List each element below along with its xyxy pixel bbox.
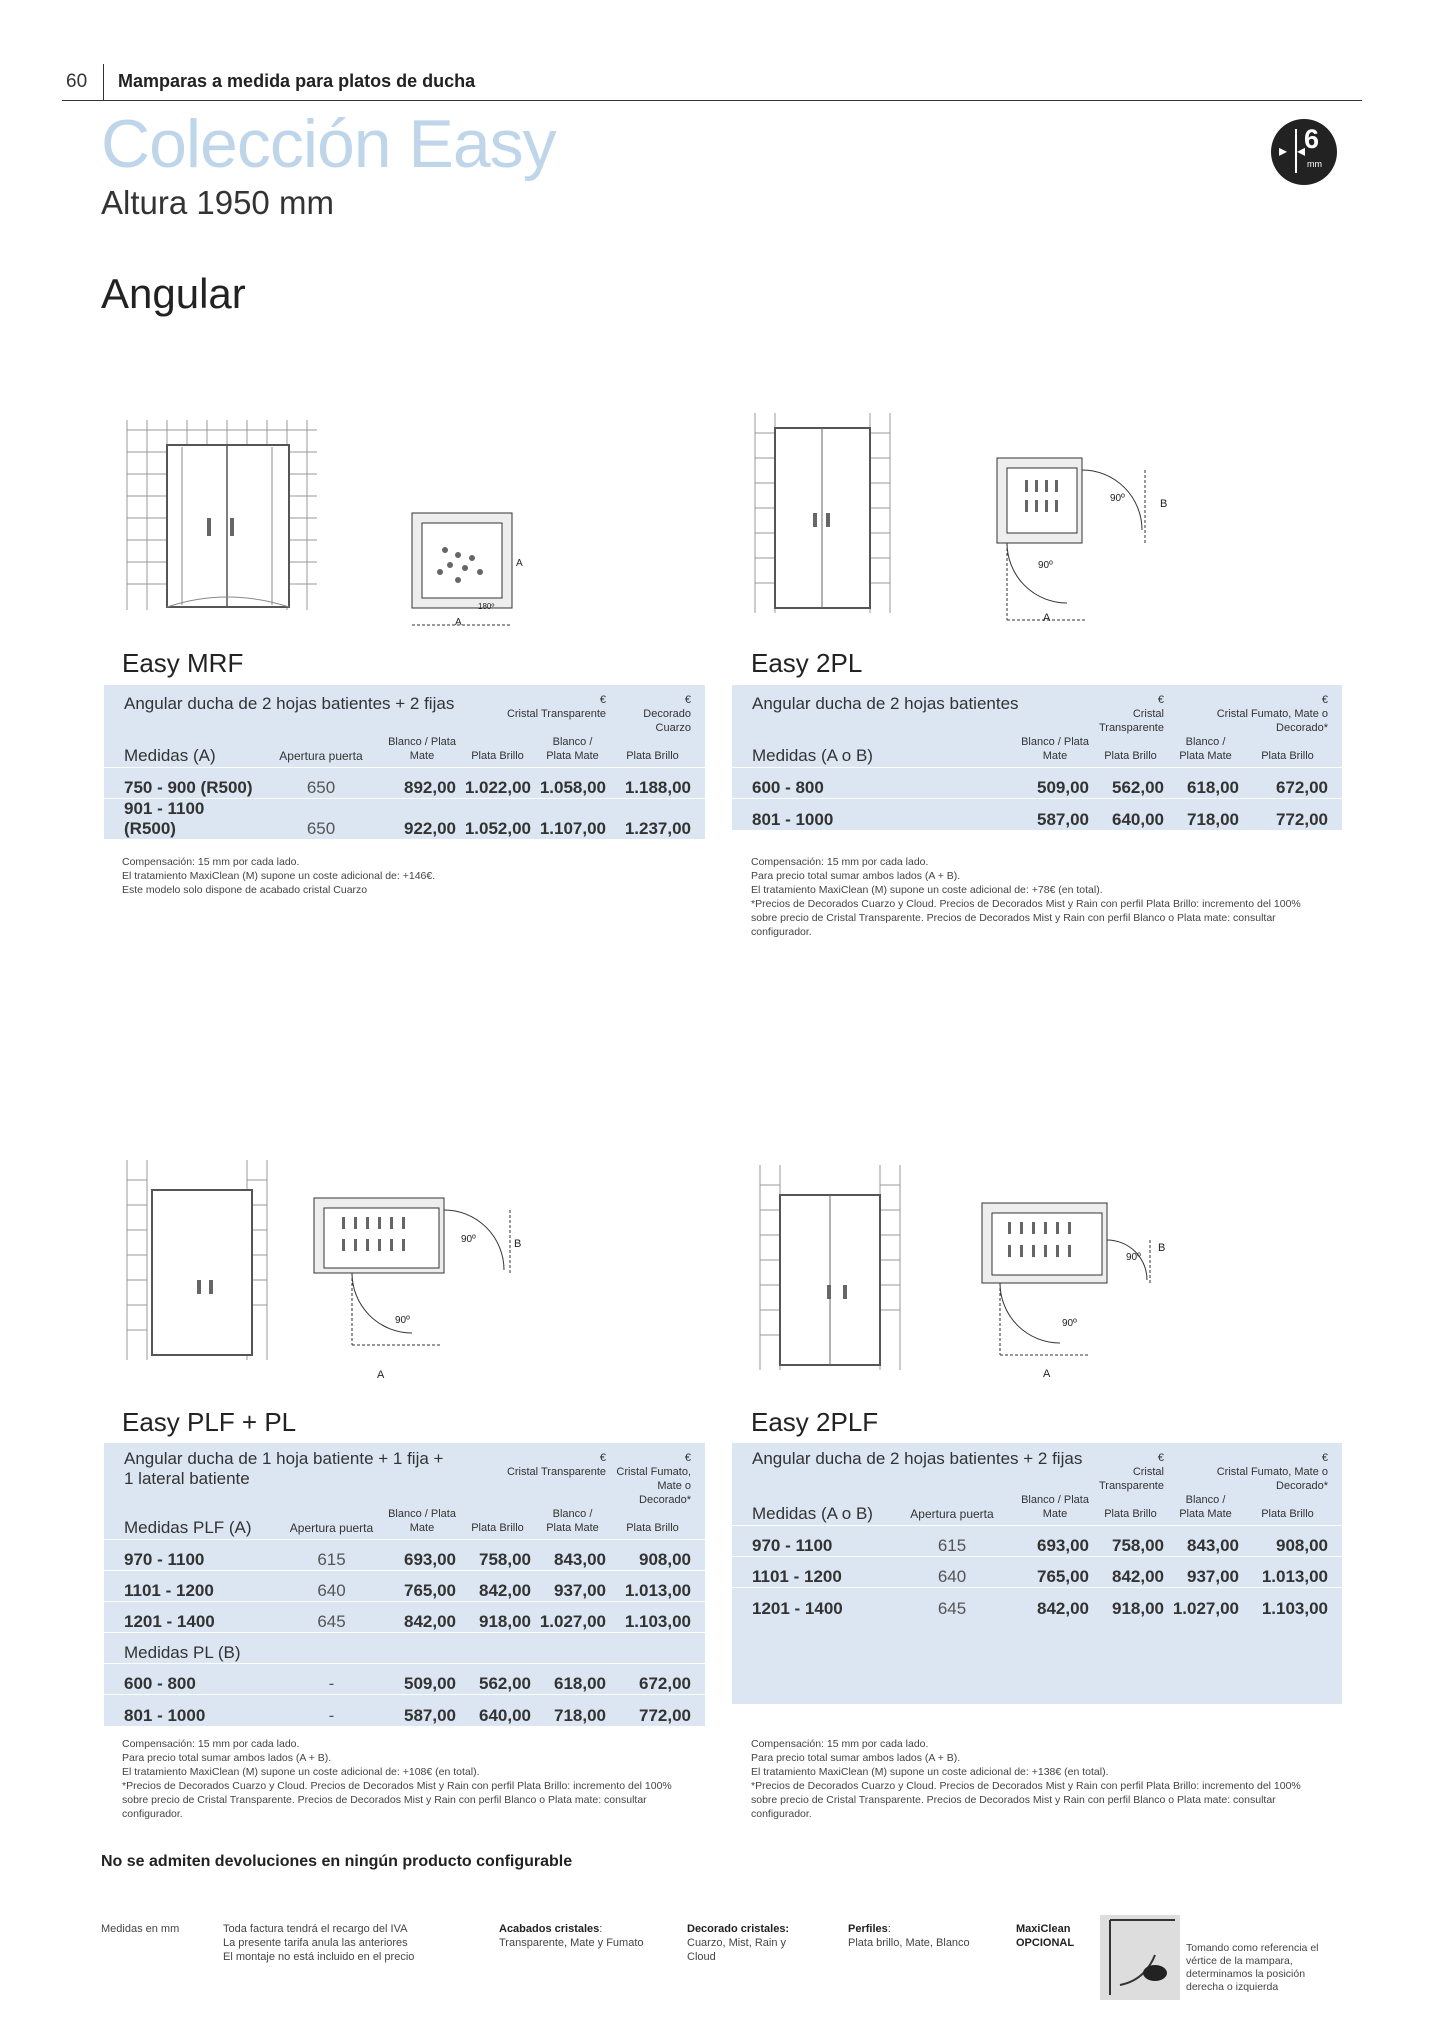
footer-value: Plata brillo, Mate, Blanco: [848, 1937, 970, 1949]
cell-price: 562,00: [460, 1664, 535, 1695]
cell-price: 843,00: [535, 1540, 610, 1571]
cell-price: 842,00: [384, 1602, 460, 1633]
cell-apertura: 615: [887, 1526, 1017, 1557]
euro-symbol: €: [684, 1452, 691, 1464]
footer-label: Perfiles: [848, 1923, 888, 1935]
notes-easy-2pl: [751, 855, 1321, 939]
footer-medidas: Medidas en mm: [101, 1923, 180, 1935]
cell-price: 1.027,00: [1168, 1588, 1243, 1619]
product-desc: Angular ducha de 1 hoja batiente + 1 fija + 1 lateral batiente: [124, 1449, 444, 1488]
easy-2pl-plan: [995, 455, 1175, 630]
table-row: [104, 1540, 705, 1571]
footer-label: Decorado cristales:: [687, 1923, 790, 1935]
price-table-easy-2pl: [732, 685, 1342, 830]
2plf-label-90b: 90º: [1062, 1318, 1077, 1329]
mrf-label-a: A: [455, 617, 462, 628]
col-header: Plata Brillo: [471, 750, 524, 762]
notes-easy-mrf: [122, 855, 682, 897]
note: El tratamiento MaxiClean (M) supone un coste adicional de: +78€ (en total).: [751, 884, 1103, 896]
note: Compensación: 15 mm por cada lado.: [751, 856, 929, 868]
cell-price: 509,00: [384, 1664, 460, 1695]
cell-price: 918,00: [1093, 1588, 1168, 1619]
plf-label-b: B: [514, 1238, 522, 1250]
cell-price: 640,00: [1093, 799, 1168, 830]
col-header: Blanco / Plata Mate: [1179, 736, 1232, 762]
note: Compensación: 15 mm por cada lado.: [751, 1738, 929, 1750]
easy-plf-pl-plan: [312, 1195, 547, 1370]
cell-price: 772,00: [610, 1695, 705, 1726]
cell-price: 693,00: [384, 1540, 460, 1571]
product-name-easy-plf-pl: Easy PLF + PL: [122, 1407, 297, 1437]
table-row: [104, 1664, 705, 1695]
badge-value: 6: [1304, 124, 1320, 154]
glass-group-2: Decorado Cuarzo: [643, 708, 691, 734]
section-title: Angular: [101, 270, 246, 317]
col-header: Blanco / Plata Mate: [1021, 736, 1089, 762]
table-row: [104, 1571, 705, 1602]
cell-price: 937,00: [1168, 1557, 1243, 1588]
easy-2plf-illustration: [755, 1160, 905, 1375]
footer-value: Cuarzo, Mist, Rain y Cloud: [687, 1937, 787, 1963]
badge-unit: mm: [1307, 159, 1322, 169]
glass-group-1: Cristal Transparente: [506, 708, 606, 720]
cell-price: 918,00: [460, 1602, 535, 1633]
col-header: Plata Brillo: [626, 1522, 679, 1534]
col-header: Blanco / Plata Mate: [388, 1508, 456, 1534]
table-row: [104, 1695, 705, 1726]
cell-price: 693,00: [1017, 1526, 1093, 1557]
easy-2pl-illustration: [750, 408, 895, 618]
cell-price: 1.188,00: [610, 768, 705, 799]
note: Compensación: 15 mm por cada lado.: [122, 856, 300, 868]
cell-price: 718,00: [1168, 799, 1243, 830]
cell-price: 908,00: [610, 1540, 705, 1571]
col-measure: Medidas (A): [124, 746, 216, 765]
table-row: [732, 799, 1342, 830]
col-header: Blanco / Plata Mate: [388, 736, 456, 762]
cell-price: 922,00: [384, 799, 460, 840]
cell-measure: 1201 - 1400: [104, 1602, 279, 1633]
glass-group-2: Cristal Fumato, Mate o Decorado*: [616, 1466, 691, 1506]
cell-apertura: -: [279, 1664, 384, 1695]
mrf-label-a2: A: [516, 558, 523, 569]
price-table-easy-plf-pl: [104, 1443, 705, 1726]
orientation-reference-icon: [1100, 1915, 1180, 2000]
cell-measure: 970 - 1100: [732, 1526, 887, 1557]
col-header: Plata Brillo: [1261, 1508, 1314, 1520]
cell-price: 758,00: [460, 1540, 535, 1571]
col-header: Blanco / Plata Mate: [1021, 1494, 1089, 1520]
cell-measure: 901 - 1100 (R500): [104, 799, 258, 840]
thickness-badge: [1271, 119, 1337, 185]
cell-price: 843,00: [1168, 1526, 1243, 1557]
cell-price: 842,00: [1017, 1588, 1093, 1619]
header-section-title: Mamparas a medida para platos de ducha: [118, 71, 476, 91]
cell-measure: 750 - 900 (R500): [104, 768, 258, 799]
plf-label-a: A: [377, 1369, 385, 1381]
glass-group-1: Cristal Transparente: [506, 1466, 606, 1478]
footer-label: Acabados cristales: [499, 1923, 600, 1935]
cell-measure: 970 - 1100: [104, 1540, 279, 1571]
cell-price: 772,00: [1243, 799, 1342, 830]
note: Para precio total sumar ambos lados (A + B).: [751, 1752, 961, 1764]
product-name-easy-mrf: Easy MRF: [122, 648, 244, 678]
table-row: [732, 768, 1342, 799]
col-apertura: Apertura puerta: [279, 749, 363, 763]
col-header: Plata Brillo: [1261, 750, 1314, 762]
cell-price: 842,00: [1093, 1557, 1168, 1588]
note: *Precios de Decorados Cuarzo y Cloud. Precios de Decorados Mist y Rain con perfil Plata Brillo: incremento del 100% sobre precio de Cristal Transparente. Precios de Decorados Mist y Rain con perfil Blanco o Plata mate: consultar configurador.: [122, 1780, 672, 1820]
note: *Precios de Decorados Cuarzo y Cloud. Precios de Decorados Mist y Rain con perfil Plata Brillo: incremento del 100% sobre precio de Cristal Transparente. Precios de Decorados Mist y Rain con perfil Blanco o Plata mate: consultar configurador.: [751, 1780, 1301, 1820]
col-header: Plata Brillo: [1104, 750, 1157, 762]
table-row: [732, 1526, 1342, 1557]
cell-price: 640,00: [460, 1695, 535, 1726]
cell-price: 758,00: [1093, 1526, 1168, 1557]
col-apertura: Apertura puerta: [910, 1507, 994, 1521]
header-divider: [103, 64, 104, 100]
col-header: Blanco / Plata Mate: [1179, 1494, 1232, 1520]
notes-easy-2plf: [751, 1737, 1321, 1821]
cell-price: 1.103,00: [1243, 1588, 1342, 1619]
collection-title: Colección Easy: [101, 106, 556, 182]
table-row: [104, 768, 705, 799]
easy-mrf-plan: [410, 510, 540, 630]
cell-apertura: 640: [279, 1571, 384, 1602]
note: Compensación: 15 mm por cada lado.: [122, 1738, 300, 1750]
header-rule: [62, 100, 1362, 101]
note: El tratamiento MaxiClean (M) supone un coste adicional de: +108€ (en total).: [122, 1766, 480, 1778]
col-apertura: Apertura puerta: [289, 1521, 374, 1535]
col-measure: Medidas (A o B): [752, 746, 873, 765]
glass-group-2: Cristal Fumato, Mate o Decorado*: [1216, 1466, 1328, 1492]
footer-acabados: Acabados cristales: Transparente, Mate y Fumato: [499, 1922, 679, 1950]
2pl-label-a: A: [1043, 612, 1051, 624]
cell-price: 509,00: [1017, 768, 1093, 799]
cell-apertura: 640: [887, 1557, 1017, 1588]
table-row: [732, 1557, 1342, 1588]
footer-perfiles: Perfiles: Plata brillo, Mate, Blanco: [848, 1922, 988, 1950]
2pl-label-90a: 90º: [1110, 493, 1125, 504]
euro-symbol: €: [684, 694, 691, 706]
glass-group-1: Cristal Transparente: [1098, 708, 1164, 734]
cell-price: 937,00: [535, 1571, 610, 1602]
easy-plf-pl-illustration: [122, 1155, 272, 1365]
product-desc: Angular ducha de 2 hojas batientes + 2 fijas: [752, 1449, 1083, 1468]
euro-symbol: €: [1157, 1452, 1164, 1464]
cell-price: 1.013,00: [610, 1571, 705, 1602]
table-row: [732, 1588, 1342, 1619]
cell-apertura: 650: [258, 799, 384, 840]
price-table-easy-mrf: [104, 685, 705, 839]
footer-maxiclean: [1016, 1922, 1096, 1950]
cell-price: 908,00: [1243, 1526, 1342, 1557]
cell-apertura: 645: [279, 1602, 384, 1633]
cell-price: 718,00: [535, 1695, 610, 1726]
footer-line: La presente tarifa anula las anteriores: [223, 1937, 408, 1949]
cell-price: 765,00: [384, 1571, 460, 1602]
cell-apertura: 615: [279, 1540, 384, 1571]
footer-line: El montaje no está incluido en el precio: [223, 1951, 415, 1963]
euro-symbol: €: [1321, 1452, 1328, 1464]
mrf-label-180: 180º: [478, 602, 495, 611]
col-header: Plata Brillo: [1104, 1508, 1157, 1520]
cell-price: 1.027,00: [535, 1602, 610, 1633]
note: El tratamiento MaxiClean (M) supone un coste adicional de: +138€ (en total).: [751, 1766, 1109, 1778]
2plf-label-90a: 90º: [1126, 1252, 1141, 1263]
returns-warning: No se admiten devoluciones en ningún producto configurable: [101, 1853, 573, 1870]
easy-2plf-plan: [980, 1200, 1180, 1380]
cell-price: 618,00: [535, 1664, 610, 1695]
note: El tratamiento MaxiClean (M) supone un coste adicional de: +146€.: [122, 870, 436, 882]
collection-subtitle: Altura 1950 mm: [101, 184, 334, 221]
euro-symbol: €: [599, 694, 606, 706]
col-header: Plata Brillo: [471, 1522, 524, 1534]
cell-price: 1.058,00: [535, 768, 610, 799]
cell-price: 618,00: [1168, 768, 1243, 799]
cell-price: 892,00: [384, 768, 460, 799]
cell-price: 587,00: [384, 1695, 460, 1726]
product-desc: Angular ducha de 2 hojas batientes + 2 fijas: [124, 694, 455, 713]
footer-referencia: Tomando como referencia el vértice de la mampara, determinamos la posición derecha o izquierda: [1186, 1942, 1319, 1993]
product-desc: Angular ducha de 2 hojas batientes: [752, 694, 1019, 713]
cell-price: 1.052,00: [460, 799, 535, 840]
cell-price: 842,00: [460, 1571, 535, 1602]
easy-mrf-illustration: [122, 415, 322, 615]
col-header: Blanco / Plata Mate: [546, 736, 599, 762]
note: Para precio total sumar ambos lados (A + B).: [122, 1752, 332, 1764]
cell-price: 1.022,00: [460, 768, 535, 799]
footer-iva: [223, 1922, 433, 1964]
price-table-easy-2plf: [732, 1443, 1342, 1704]
sub-measure-heading: Medidas PL (B): [104, 1633, 705, 1664]
table-row: [104, 1602, 705, 1633]
2plf-label-a: A: [1043, 1368, 1051, 1380]
col-measure: Medidas (A o B): [752, 1504, 873, 1523]
cell-measure: 600 - 800: [732, 768, 1017, 799]
col-measure: Medidas PLF (A): [124, 1518, 252, 1537]
note: *Precios de Decorados Cuarzo y Cloud. Precios de Decorados Mist y Rain con perfil Plata Brillo: incremento del 100% sobre precio de Cristal Transparente. Precios de Decorados Mist y Rain con perfil Blanco o Plata mate: consultar configurador.: [751, 898, 1301, 938]
cell-measure: 801 - 1000: [732, 799, 1017, 830]
cell-measure: 1101 - 1200: [732, 1557, 887, 1588]
cell-measure: 600 - 800: [104, 1664, 279, 1695]
col-header: Plata Brillo: [626, 750, 679, 762]
footer-value: Transparente, Mate y Fumato: [499, 1937, 644, 1949]
cell-price: 672,00: [1243, 768, 1342, 799]
note: Para precio total sumar ambos lados (A + B).: [751, 870, 961, 882]
euro-symbol: €: [1321, 694, 1328, 706]
cell-price: 1.237,00: [610, 799, 705, 840]
2pl-label-b: B: [1160, 498, 1168, 510]
cell-apertura: 645: [887, 1588, 1017, 1619]
cell-price: 1.013,00: [1243, 1557, 1342, 1588]
cell-price: 562,00: [1093, 768, 1168, 799]
glass-group-1: Cristal Transparente: [1098, 1466, 1164, 1492]
footer-value: OPCIONAL: [1016, 1937, 1075, 1949]
arrow-left-icon: ◂: [1297, 143, 1306, 160]
cell-measure: 1101 - 1200: [104, 1571, 279, 1602]
footer-line: Toda factura tendrá el recargo del IVA: [223, 1923, 408, 1935]
cell-price: 765,00: [1017, 1557, 1093, 1588]
cell-apertura: -: [279, 1695, 384, 1726]
notes-easy-plf-pl: [122, 1737, 692, 1821]
2pl-label-90b: 90º: [1038, 560, 1053, 571]
plf-label-90b: 90º: [395, 1315, 410, 1326]
footer-decorados: [687, 1922, 807, 1964]
cell-price: 672,00: [610, 1664, 705, 1695]
cell-price: 1.103,00: [610, 1602, 705, 1633]
cell-measure: 1201 - 1400: [732, 1588, 887, 1619]
page-number: 60: [66, 71, 88, 92]
table-row: [104, 799, 705, 840]
cell-measure: 801 - 1000: [104, 1695, 279, 1726]
arrow-right-icon: ▸: [1279, 143, 1288, 160]
euro-symbol: €: [1157, 694, 1164, 706]
plf-label-90a: 90º: [461, 1234, 476, 1245]
cell-apertura: 650: [258, 768, 384, 799]
product-name-easy-2pl: Easy 2PL: [751, 648, 863, 678]
footer-label: MaxiClean: [1016, 1923, 1071, 1935]
col-header: Blanco / Plata Mate: [546, 1508, 599, 1534]
glass-group-2: Cristal Fumato, Mate o Decorado*: [1216, 708, 1328, 734]
cell-price: 587,00: [1017, 799, 1093, 830]
2plf-label-b: B: [1158, 1242, 1166, 1254]
note: Este modelo solo dispone de acabado cristal Cuarzo: [122, 884, 368, 896]
euro-symbol: €: [599, 1452, 606, 1464]
product-name-easy-2plf: Easy 2PLF: [751, 1407, 879, 1437]
cell-price: 1.107,00: [535, 799, 610, 840]
